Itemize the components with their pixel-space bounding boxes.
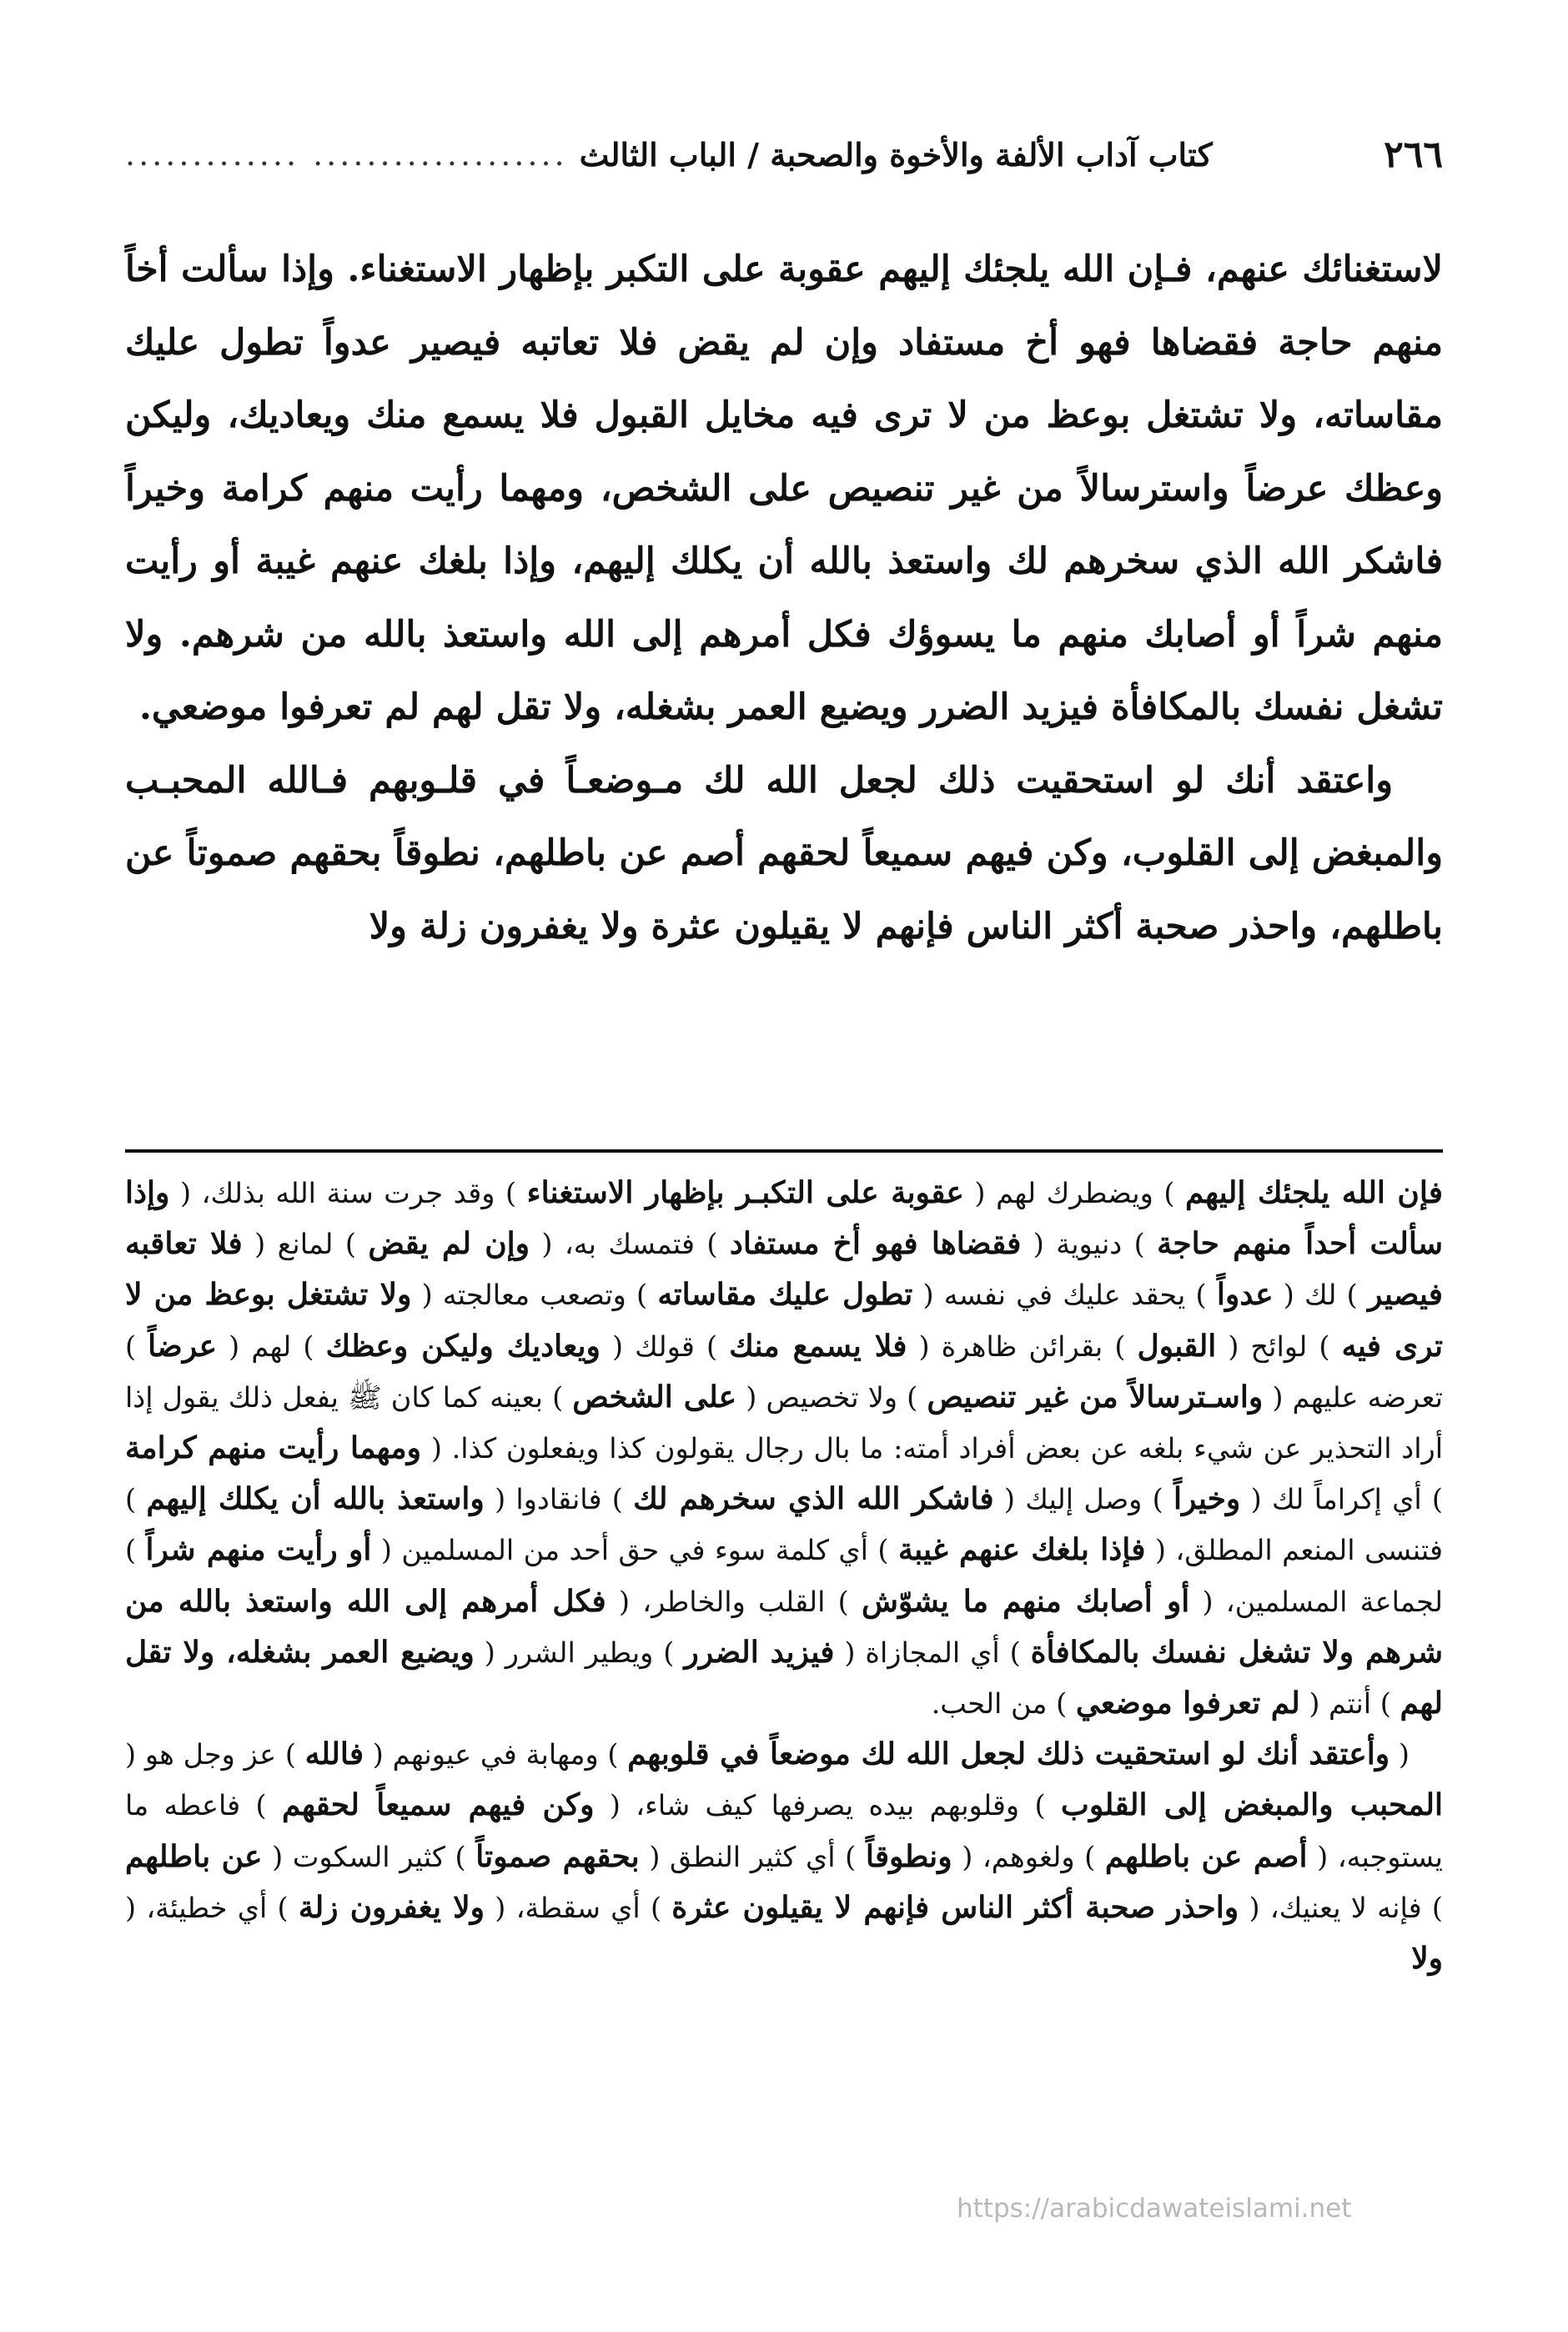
- quoted-phrase: ويعاديك وليكن وعظك: [325, 1328, 601, 1364]
- commentary-text: ) أي إكراماً لك (: [1240, 1483, 1443, 1516]
- commentary-text: ) لوائح (: [1216, 1329, 1342, 1363]
- quoted-phrase: وأعتقد أنك لو استحقيت ذلك لجعل الله لك موضعاً في قلوبهم: [627, 1736, 1390, 1772]
- commentary-text: ) ولا تخصيص (: [736, 1380, 927, 1414]
- quoted-phrase: واسـترسالاً من غير تنصيص: [927, 1379, 1264, 1415]
- commentary-text: ) القلب والخاطر، (: [606, 1585, 862, 1618]
- commentary-text: ) أي كلمة سوء في حق أحد من المسلمين (: [371, 1534, 898, 1567]
- quoted-phrase: عقوبة على التكبـر بإظهار الاستغناء: [526, 1175, 964, 1210]
- quoted-phrase: على الشخص: [572, 1379, 737, 1415]
- quoted-phrase: وكن فيهم سميعاً لحقهم: [282, 1787, 595, 1823]
- quoted-phrase: ولا يغفرون زلة: [298, 1889, 485, 1925]
- quoted-phrase: فقضاها فهو أخ مستفاد: [729, 1226, 1022, 1262]
- commentary-paragraph-1: [125, 1168, 1443, 1729]
- quoted-phrase: أو أصابك منهم ما يشوّش: [861, 1583, 1190, 1619]
- quoted-phrase: عرضاً: [148, 1328, 218, 1364]
- quoted-phrase: وإن لم يقض: [368, 1226, 530, 1262]
- quoted-phrase: فلا يسمع منك: [729, 1328, 907, 1364]
- quoted-phrase: تطول عليك مقاساته: [657, 1277, 913, 1313]
- quoted-phrase: ويضيع العمر بشغله، ولا تقل لهم: [125, 1634, 1443, 1721]
- quoted-phrase: فاشكر الله الذي سخرهم لك: [633, 1481, 994, 1517]
- page-header: [125, 125, 1443, 183]
- commentary-text: ) فاعطه ما يستوجبه، (: [125, 1789, 1443, 1873]
- commentary-text: ) وصل إليك (: [993, 1483, 1173, 1516]
- commentary-text: ) أنتم (: [1299, 1687, 1400, 1721]
- quoted-phrase: واستعذ بالله أن يكلك إليهم: [146, 1481, 485, 1517]
- running-title: كتاب آداب الألفة والأخوة والصحبة / الباب الثالث: [579, 135, 1213, 173]
- quoted-phrase: فإذا بلغك عنهم غيبة: [897, 1532, 1146, 1568]
- commentary-text: ) وقد جرت سنة الله بذلك، (: [169, 1177, 527, 1209]
- quoted-phrase: فيزيد الضرر: [684, 1634, 835, 1670]
- commentary-text: ) وقلوبهم بيده يصرفها كيف شاء، (: [594, 1789, 1061, 1822]
- commentary-text: ) بعينه كما كان ﷺ يفعل ذلك يقول إذا أراد التحذير عن شيء بلغه عن بعض أفراد أمته: ما بال رجال يقولون كذا ويفعلون كذا. (: [125, 1380, 1444, 1465]
- commentary-text: ) ولغوهم، (: [952, 1840, 1105, 1873]
- commentary: [125, 1168, 1443, 1984]
- commentary-text: ) ومهابة في عيونهم (: [364, 1738, 628, 1772]
- commentary-text: ) وتصعب معالجته (: [411, 1279, 658, 1312]
- commentary-text: ) فإنه لا يعنيك، (: [1239, 1891, 1443, 1924]
- commentary-text: ) لك (: [1273, 1279, 1368, 1312]
- commentary-text: ) كثير السكوت (: [262, 1840, 476, 1873]
- commentary-text: ) فانقادوا (: [484, 1483, 634, 1516]
- commentary-text: ) أي سقطة، (: [485, 1891, 672, 1924]
- quoted-phrase: ولا: [1411, 1941, 1443, 1977]
- quoted-phrase: عدواً: [1216, 1277, 1274, 1313]
- commentary-text: ) من الحب.: [931, 1687, 1076, 1721]
- commentary-text: ) ويضطرك لهم (: [963, 1177, 1186, 1209]
- quoted-phrase: فإن الله يلجئك إليهم: [1185, 1175, 1444, 1210]
- commentary-text: ) بقرائن ظاهرة (: [907, 1329, 1138, 1363]
- commentary-text: (: [1390, 1738, 1410, 1772]
- commentary-text: ) لمانع (: [242, 1228, 369, 1261]
- main-paragraph-1: لاستغنائك عنهم، فـإن الله يلجئك إليهم عقوبة على التكبر بإظهار الاستغناء. وإذا سألت أخاً منهم حاجة فقضاها فهو أخ مستفاد وإن لم يقض فلا تعاتبه فيصير عدواً تطول عليك مقاساته، ولا تشتغل بوعظ من لا ترى فيه مخايل القبول فلا يسمع منك ويعاديك، وليكن وعظك عرضاً واسترسالاً من غير تنصيص على الشخص، ومهما رأيت منهم كرامة وخيراً فاشكر الله الذي سخرهم لك واستعذ بالله أن يكلك إليهم، وإذا بلغك عنهم غيبة أو رأيت منهم شراً أو أصابك منهم ما يسوؤك فكل أمرهم إلى الله واستعذ بالله من شرهم. ولا تشغل نفسك بالمكافأة فيزيد الضرر ويضيع العمر بشغله، ولا تقل لهم لم تعرفوا موضعي.: [125, 249, 1443, 728]
- header-dots: ................... .............: [125, 136, 568, 173]
- commentary-paragraph-2: [125, 1729, 1443, 1984]
- quoted-phrase: ومهما رأيت منهم كرامة: [125, 1430, 422, 1466]
- commentary-text: ) يحقد عليك في نفسه (: [912, 1279, 1217, 1312]
- commentary-text: ) ويطير الشرر (: [474, 1636, 685, 1669]
- quoted-phrase: فالله: [304, 1736, 364, 1772]
- main-text: [125, 234, 1443, 963]
- quoted-phrase: فلا تعاقبه فيصير: [125, 1226, 1443, 1313]
- quoted-phrase: وإذا سألت أحداً منهم حاجة: [125, 1175, 1444, 1262]
- running-title-group: [125, 136, 1213, 173]
- quoted-phrase: القبول: [1137, 1328, 1217, 1364]
- commentary-text: ) لجماعة المسلمين، (: [125, 1534, 1444, 1618]
- quoted-phrase: عن باطلهم: [125, 1838, 263, 1874]
- quoted-phrase: واحذر صحبة أكثر الناس فإنهم لا يقيلون عثرة: [671, 1889, 1239, 1925]
- footnote-divider: [125, 1149, 1443, 1153]
- main-paragraph-2: واعتقد أنك لو استحقيت ذلك لجعل الله لك مـوضعـاً في قلـوبهم فـالله المحبـب والمبغض إلى القلوب، وكن فيهم سميعاً لحقهم أصم عن باطلهم، نطوقاً بحقهم صموتاً عن باطلهم، واحذر صحبة أكثر الناس فإنهم لا يقيلون عثرة ولا يغفرون زلة ولا: [125, 759, 1443, 947]
- watermark-url: https://arabicdawateislami.net: [957, 2194, 1352, 2224]
- commentary-text: ) أي كثير النطق (: [639, 1840, 866, 1873]
- quoted-phrase: ولا تشتغل بوعظ من لا ترى فيه: [125, 1277, 1444, 1364]
- commentary-text: ) أي خطيئة، (: [125, 1891, 299, 1924]
- commentary-text: ) أي المجازاة (: [834, 1636, 1031, 1669]
- quoted-phrase: ونطوقاً: [865, 1838, 952, 1874]
- commentary-text: ) قولك (: [600, 1329, 730, 1363]
- commentary-text: ) فتمسك به، (: [530, 1228, 730, 1261]
- quoted-phrase: أصم عن باطلهم: [1104, 1838, 1308, 1874]
- quoted-phrase: وخيراً: [1173, 1481, 1241, 1517]
- quoted-phrase: بحقهم صموتاً: [475, 1838, 640, 1874]
- commentary-text: ) فتنسى المنعم المطلق، (: [125, 1483, 1443, 1567]
- quoted-phrase: أو رأيت منهم شراً: [145, 1532, 372, 1568]
- commentary-text: ) عز وجل هو (: [125, 1738, 305, 1772]
- book-page: [125, 92, 1443, 2227]
- commentary-text: ) تعرضه عليهم (: [125, 1329, 1443, 1414]
- quoted-phrase: المحبب والمبغض إلى القلوب: [1060, 1787, 1443, 1823]
- quoted-phrase: فكل أمرهم إلى الله واستعذ بالله من شرهم ولا تشغل نفسك بالمكافأة: [125, 1583, 1443, 1670]
- commentary-text: ) دنيوية (: [1021, 1228, 1158, 1261]
- quoted-phrase: لم تعرفوا موضعي: [1075, 1686, 1300, 1721]
- page-number: ٢٦٦: [1384, 133, 1443, 176]
- commentary-text: ) لهم (: [217, 1329, 326, 1363]
